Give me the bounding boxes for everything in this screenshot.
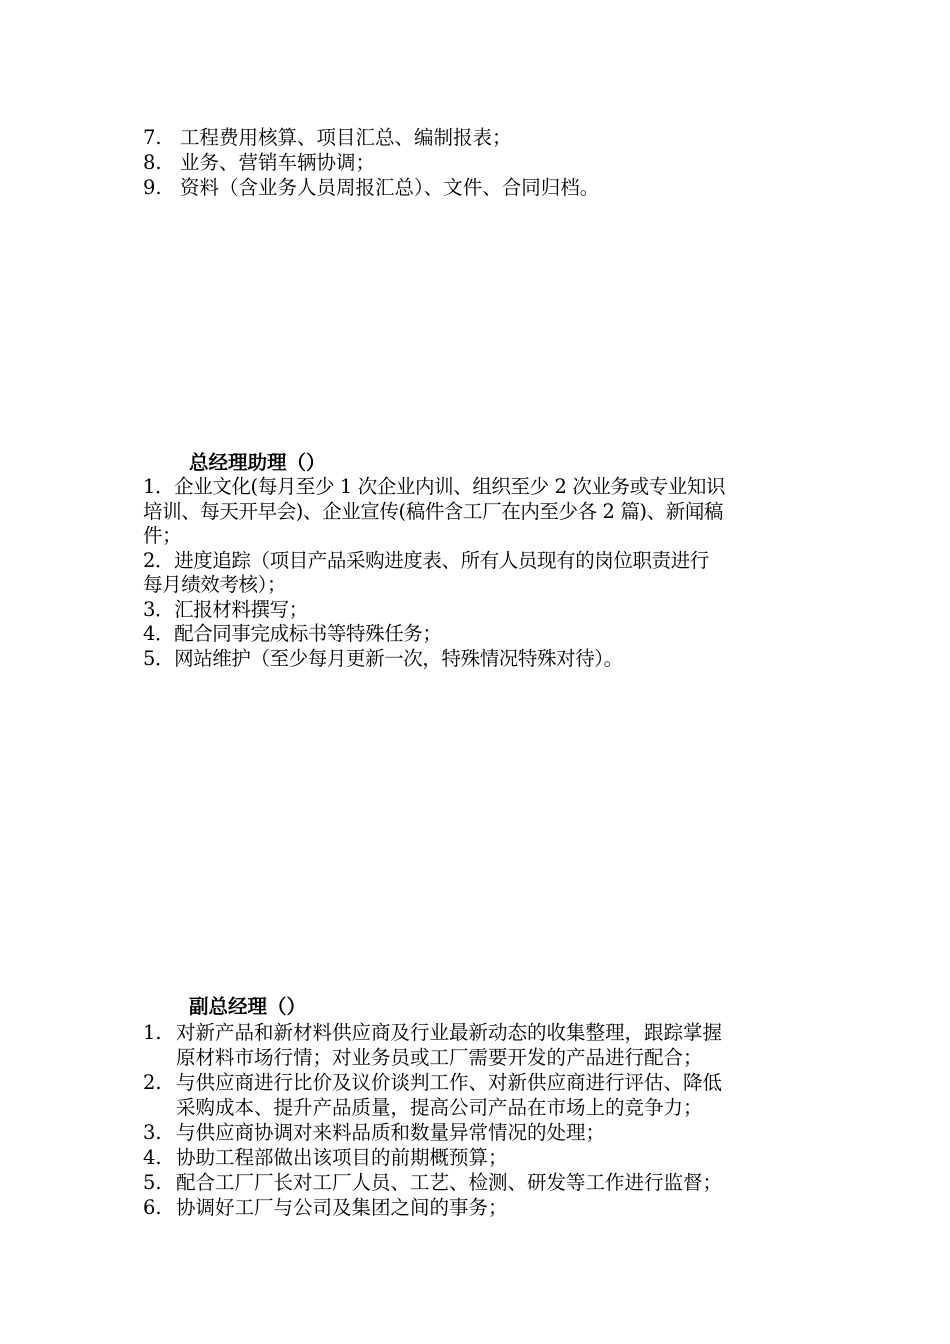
paragraph-line: 1．企业文化(每月至少 1 次企业内训、组织至少 2 次业务或专业知识 xyxy=(143,475,726,498)
list-item: 4. 协助工程部做出该项目的前期概预算； xyxy=(143,1146,508,1169)
list-item: 7. 工程费用核算、项目汇总、编制报表； xyxy=(143,126,512,149)
list-item: 6. 协调好工厂与公司及集团之间的事务； xyxy=(143,1196,508,1219)
paragraph-line: 3．汇报材料撰写； xyxy=(143,598,308,621)
list-item-continuation: 采购成本、提升产品质量，提高公司产品在市场上的竞争力； xyxy=(176,1096,703,1119)
paragraph-line: 每月绩效考核）； xyxy=(143,573,287,596)
list-item: 1. 对新产品和新材料供应商及行业最新动态的收集整理，跟踪掌握 xyxy=(143,1021,723,1044)
list-item: 8. 业务、营销车辆协调； xyxy=(143,151,376,174)
paragraph-line: 件； xyxy=(143,524,182,547)
paragraph-line: 4．配合同事完成标书等特殊任务； xyxy=(143,622,442,645)
paragraph-line: 2．进度追踪（项目产品采购进度表、所有人员现有的岗位职责进行 xyxy=(143,549,709,572)
list-item: 3. 与供应商协调对来料品质和数量异常情况的处理； xyxy=(143,1121,606,1144)
section-title: 总经理助理（） xyxy=(189,451,326,474)
list-item-continuation: 原材料市场行情；对业务员或工厂需要开发的产品进行配合； xyxy=(176,1046,703,1069)
section-title: 副总经理（） xyxy=(189,995,307,1018)
paragraph-line: 5．网站维护（至少每月更新一次，特殊情况特殊对待）。 xyxy=(143,647,623,670)
list-item: 2. 与供应商进行比价及议价谈判工作、对新供应商进行评估、降低 xyxy=(143,1071,723,1094)
list-item: 5. 配合工厂厂长对工厂人员、工艺、检测、研发等工作进行监督； xyxy=(143,1171,723,1194)
paragraph-line: 培训、每天开早会)、企业宣传(稿件含工厂在内至少各 2 篇)、新闻稿 xyxy=(143,500,724,523)
list-item: 9. 资料（含业务人员周报汇总）、文件、合同归档。 xyxy=(143,176,600,199)
